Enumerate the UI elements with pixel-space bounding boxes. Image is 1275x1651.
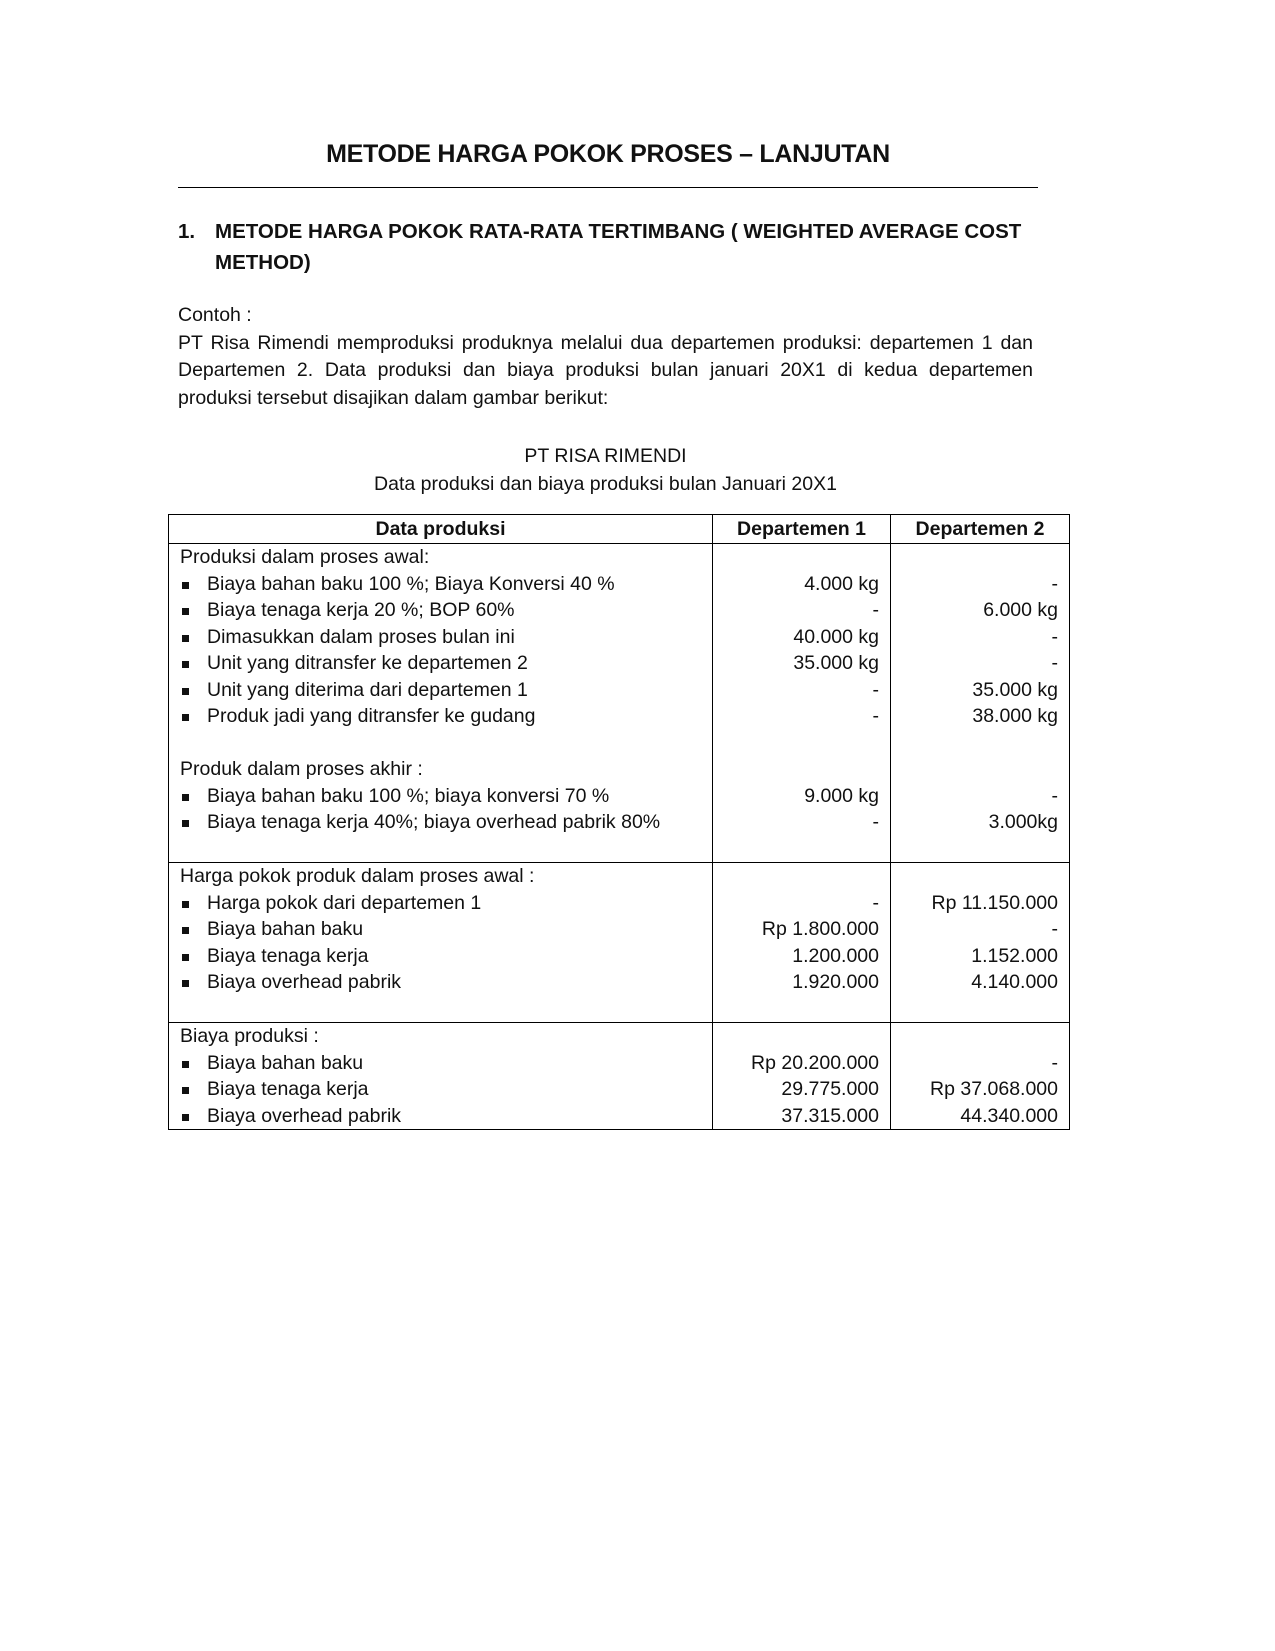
section-heading bbox=[178, 216, 1048, 278]
section-heading-text: METODE HARGA POKOK RATA-RATA TERTIMBANG ( WEIGHTED AVERAGE COST METHOD) bbox=[215, 220, 1022, 274]
bullet-icon bbox=[182, 820, 189, 827]
dept1-value: 9.000 kg bbox=[804, 784, 879, 807]
bullet-icon bbox=[182, 582, 189, 589]
dept2-value: - bbox=[1051, 918, 1058, 940]
dept1-values bbox=[713, 544, 891, 863]
dept1-value: 37.315.000 bbox=[781, 1104, 879, 1127]
table-group-beginning-wip-cost bbox=[169, 863, 1070, 1023]
dept2-value: - bbox=[1051, 572, 1058, 595]
table-row-label: Dimasukkan dalam proses bulan ini bbox=[180, 624, 701, 651]
group-labels bbox=[169, 863, 713, 1023]
header-data-produksi: Data produksi bbox=[169, 515, 713, 544]
dept2-value: Rp 11.150.000 bbox=[931, 891, 1058, 914]
intro-paragraph: PT Risa Rimendi memproduksi produknya melalui dua departemen produksi: departemen 1 dan Departemen 2. Data produksi dan biaya produksi bulan januari 20X1 di kedua departemen produksi tersebut disajikan dalam gambar berikut: bbox=[178, 331, 1033, 409]
bullet-icon bbox=[182, 661, 189, 668]
dept1-value: 40.000 kg bbox=[793, 625, 879, 648]
bullet-icon bbox=[182, 794, 189, 801]
table-row-label: Unit yang ditransfer ke departemen 2 bbox=[180, 650, 701, 677]
table-caption-block bbox=[178, 442, 1033, 498]
bullet-icon bbox=[182, 714, 189, 721]
table-row-label: Biaya overhead pabrik bbox=[180, 1103, 701, 1130]
table-group-production bbox=[169, 544, 1070, 863]
table-header-row bbox=[169, 515, 1070, 544]
dept1-value: - bbox=[872, 678, 879, 701]
header-departemen-1: Departemen 1 bbox=[713, 515, 891, 544]
dept1-values bbox=[713, 1023, 891, 1130]
spacer bbox=[180, 996, 701, 1023]
bullet-icon bbox=[182, 1114, 189, 1121]
dept2-value: - bbox=[1051, 1051, 1058, 1074]
bullet-icon bbox=[182, 608, 189, 615]
table-row-label: Harga pokok dari departemen 1 bbox=[180, 890, 701, 917]
dept2-value: - bbox=[1051, 625, 1058, 648]
company-name: PT RISA RIMENDI bbox=[524, 445, 687, 467]
group-title: Biaya produksi : bbox=[180, 1025, 319, 1047]
table-row-label: Biaya bahan baku 100 %; biaya konversi 70 % bbox=[180, 783, 701, 810]
bullet-icon bbox=[182, 1061, 189, 1068]
bullet-icon bbox=[182, 688, 189, 695]
dept2-value: 3.000kg bbox=[988, 811, 1058, 833]
table-caption: Data produksi dan biaya produksi bulan Januari 20X1 bbox=[374, 473, 837, 495]
section-number: 1. bbox=[178, 220, 196, 243]
group-labels bbox=[169, 544, 713, 863]
group-subtitle: Produk dalam proses akhir : bbox=[180, 758, 423, 780]
dept2-values bbox=[891, 863, 1070, 1023]
spacer bbox=[180, 730, 701, 757]
table-row-label: Biaya bahan baku bbox=[180, 1050, 701, 1077]
header-departemen-2: Departemen 2 bbox=[891, 515, 1070, 544]
dept2-value: 4.140.000 bbox=[971, 971, 1058, 993]
intro-text bbox=[178, 302, 1033, 412]
title-underline bbox=[178, 187, 1038, 188]
dept1-value: 4.000 kg bbox=[804, 572, 879, 595]
bullet-icon bbox=[182, 1087, 189, 1094]
bullet-icon bbox=[182, 954, 189, 961]
dept2-value: - bbox=[1051, 652, 1058, 674]
group-title: Produksi dalam proses awal: bbox=[180, 546, 430, 568]
production-data-table bbox=[168, 514, 1070, 1130]
spacer bbox=[180, 836, 701, 863]
dept2-value: 1.152.000 bbox=[971, 944, 1058, 967]
table-row-label: Biaya tenaga kerja bbox=[180, 1076, 701, 1103]
dept2-value: - bbox=[1051, 784, 1058, 807]
group-labels bbox=[169, 1023, 713, 1130]
dept1-value: - bbox=[872, 599, 879, 621]
dept2-value: 35.000 kg bbox=[972, 678, 1058, 701]
table-group-production-cost bbox=[169, 1023, 1070, 1130]
bullet-icon bbox=[182, 635, 189, 642]
table-row-label: Biaya bahan baku bbox=[180, 916, 701, 943]
dept2-value: 6.000 kg bbox=[983, 599, 1058, 621]
dept2-value: 38.000 kg bbox=[972, 705, 1058, 727]
table-row-label: Biaya bahan baku 100 %; Biaya Konversi 40 % bbox=[180, 571, 701, 598]
dept1-value: - bbox=[872, 811, 879, 833]
bullet-icon bbox=[182, 927, 189, 934]
dept1-value: 29.775.000 bbox=[781, 1078, 879, 1100]
table-row-label: Unit yang diterima dari departemen 1 bbox=[180, 677, 701, 704]
dept1-value: Rp 1.800.000 bbox=[761, 918, 879, 940]
dept2-value: Rp 37.068.000 bbox=[930, 1078, 1058, 1100]
table-row-label: Biaya overhead pabrik bbox=[180, 969, 701, 996]
dept1-value: Rp 20.200.000 bbox=[751, 1051, 879, 1074]
dept1-value: - bbox=[872, 705, 879, 727]
dept2-values bbox=[891, 544, 1070, 863]
dept1-value: 35.000 kg bbox=[793, 652, 879, 674]
dept2-value: 44.340.000 bbox=[960, 1104, 1058, 1127]
table-row-label: Biaya tenaga kerja 40%; biaya overhead pabrik 80% bbox=[180, 809, 701, 836]
table-row-label: Biaya tenaga kerja bbox=[180, 943, 701, 970]
group-title: Harga pokok produk dalam proses awal : bbox=[180, 865, 535, 887]
bullet-icon bbox=[182, 980, 189, 987]
dept1-value: 1.200.000 bbox=[792, 944, 879, 967]
table-row-label: Produk jadi yang ditransfer ke gudang bbox=[180, 703, 701, 730]
dept2-values bbox=[891, 1023, 1070, 1130]
dept1-value: - bbox=[872, 891, 879, 914]
table-row-label: Biaya tenaga kerja 20 %; BOP 60% bbox=[180, 597, 701, 624]
dept1-value: 1.920.000 bbox=[792, 971, 879, 993]
dept1-values bbox=[713, 863, 891, 1023]
example-label: Contoh : bbox=[178, 304, 252, 326]
bullet-icon bbox=[182, 901, 189, 908]
page-title: METODE HARGA POKOK PROSES – LANJUTAN bbox=[326, 140, 890, 168]
